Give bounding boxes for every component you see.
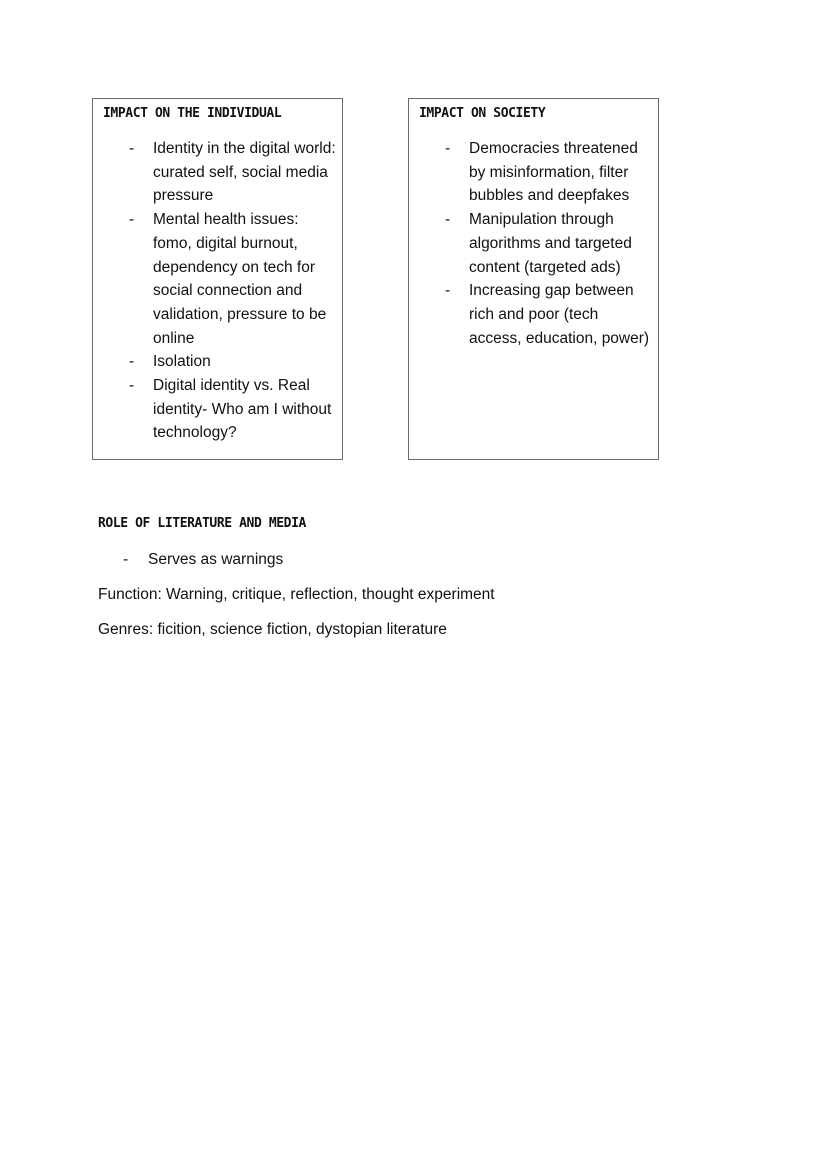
dash-bullet: -: [445, 140, 451, 157]
dash-bullet: -: [129, 211, 135, 229]
list-item: [409, 279, 658, 350]
genres-line: Genres: ficition, science fiction, dystopian literature: [98, 621, 447, 638]
individual-impact-list: [93, 137, 342, 445]
society-impact-heading: IMPACT ON SOCIETY: [419, 106, 546, 121]
list-item: [98, 548, 698, 572]
society-impact-box: [408, 98, 659, 460]
list-item-text: Serves as warnings: [148, 551, 284, 568]
list-item: [93, 137, 342, 208]
list-item-text: Manipulation through algorithms and targeted content (targeted ads): [469, 211, 632, 276]
list-item: [409, 137, 658, 208]
list-item: [409, 208, 658, 279]
dash-bullet: -: [129, 377, 135, 395]
dash-bullet: -: [129, 353, 135, 371]
list-item-text: Democracies threatened by misinformation, filter bubbles and deepfakes: [469, 140, 638, 205]
list-item-text: Increasing gap between rich and poor (tech access, education, power): [469, 282, 650, 347]
literature-media-heading: ROLE OF LITERATURE AND MEDIA: [98, 516, 306, 531]
list-item: [93, 208, 342, 350]
list-item-text: Digital identity vs. Real identity- Who am I without technology?: [153, 377, 332, 442]
list-item-text: Identity in the digital world: curated self, social media pressure: [153, 140, 336, 205]
individual-impact-box: [92, 98, 343, 460]
list-item-text: Mental health issues: fomo, digital burnout, dependency on tech for social connection and validation, pressure to be online: [153, 211, 327, 347]
individual-impact-heading: IMPACT ON THE INDIVIDUAL: [103, 106, 282, 121]
society-impact-list: [409, 137, 658, 350]
list-item-text: Isolation: [153, 353, 211, 371]
dash-bullet: -: [123, 551, 129, 568]
dash-bullet: -: [445, 211, 451, 229]
list-item: [93, 350, 342, 374]
dash-bullet: -: [445, 282, 451, 300]
function-line: Function: Warning, critique, reflection, thought experiment: [98, 586, 495, 603]
literature-media-list: [98, 548, 698, 572]
dash-bullet: -: [129, 140, 135, 157]
list-item: [93, 374, 342, 445]
